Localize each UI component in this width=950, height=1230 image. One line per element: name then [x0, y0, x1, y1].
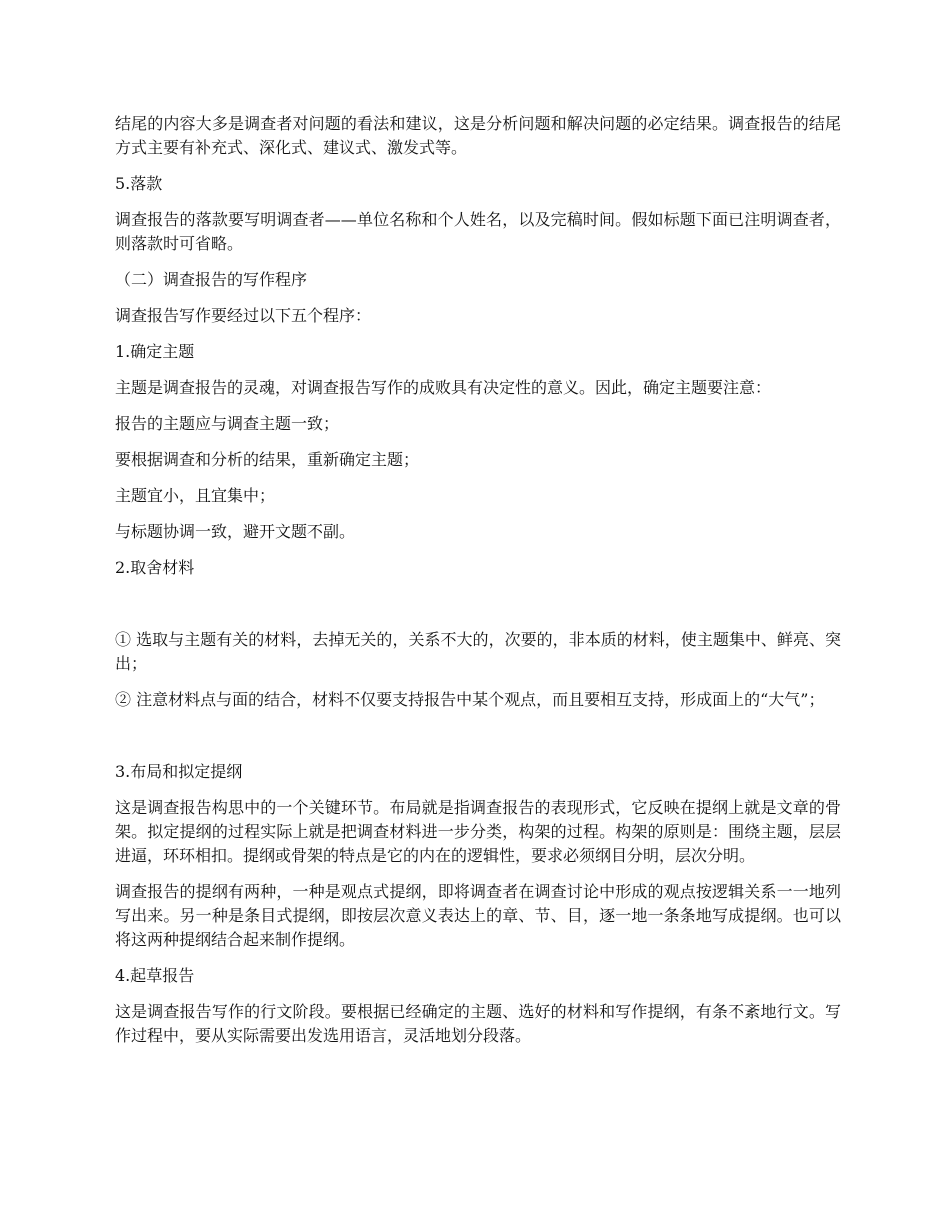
paragraph-signature-content: 调查报告的落款要写明调查者——单位名称和个人姓名，以及完稿时间。假如标题下面已注明调查者，则落款时可省略。 [115, 210, 841, 253]
paragraph-outline-types: 调查报告的提纲有两种，一种是观点式提纲，即将调查者在调查讨论中形成的观点按逻辑关系一一地列写出来。另一种是条目式提纲，即按层次意义表达上的章、节、目，逐一地一条条地写成提纲。也可以将这两种提纲结合起来制作提纲。 [115, 882, 841, 949]
heading-draft-report: 4.起草报告 [115, 966, 195, 985]
heading-select-materials: 2.取舍材料 [115, 558, 195, 577]
spacer [115, 592, 841, 628]
list-item-materials-1: ① 选取与主题有关的材料，去掉无关的，关系不大的，次要的，非本质的材料，使主题集中、鲜亮、突出； [115, 630, 841, 673]
spacer [115, 724, 841, 760]
list-item-theme-1: 报告的主题应与调查主题一致； [115, 414, 340, 433]
list-item-theme-2: 要根据调查和分析的结果，重新确定主题； [115, 450, 420, 469]
paragraph-procedure-intro: 调查报告写作要经过以下五个程序： [115, 306, 372, 325]
paragraph-theme-content: 主题是调查报告的灵魂，对调查报告写作的成败具有决定性的意义。因此，确定主题要注意： [115, 378, 772, 397]
paragraph-ending-content: 结尾的内容大多是调查者对问题的看法和建议，这是分析问题和解决问题的必定结果。调查报告的结尾方式主要有补充式、深化式、建议式、激发式等。 [115, 114, 841, 157]
heading-determine-theme: 1.确定主题 [115, 342, 195, 361]
heading-writing-procedure: （二）调查报告的写作程序 [115, 270, 308, 289]
paragraph-draft-content: 这是调查报告写作的行文阶段。要根据已经确定的主题、选好的材料和写作提纲，有条不紊地行文。写作过程中，要从实际需要出发选用语言，灵活地划分段落。 [115, 1002, 841, 1045]
list-item-theme-3: 主题宜小，且宜集中； [115, 486, 276, 505]
heading-layout-outline: 3.布局和拟定提纲 [115, 762, 243, 781]
list-item-theme-4: 与标题协调一致，避开文题不副。 [115, 522, 356, 541]
list-item-materials-2: ② 注意材料点与面的结合，材料不仅要支持报告中某个观点，而且要相互支持，形成面上的“大气”； [115, 690, 825, 709]
paragraph-layout-content: 这是调查报告构思中的一个关键环节。布局就是指调查报告的表现形式，它反映在提纲上就是文章的骨架。拟定提纲的过程实际上就是把调查材料进一步分类，构架的过程。构架的原则是：围绕主题，层层进逼，环环相扣。提纲或骨架的特点是它的内在的逻辑性，要求必须纲目分明，层次分明。 [115, 798, 841, 865]
heading-signature: 5.落款 [115, 174, 163, 193]
document-body [115, 112, 841, 1060]
